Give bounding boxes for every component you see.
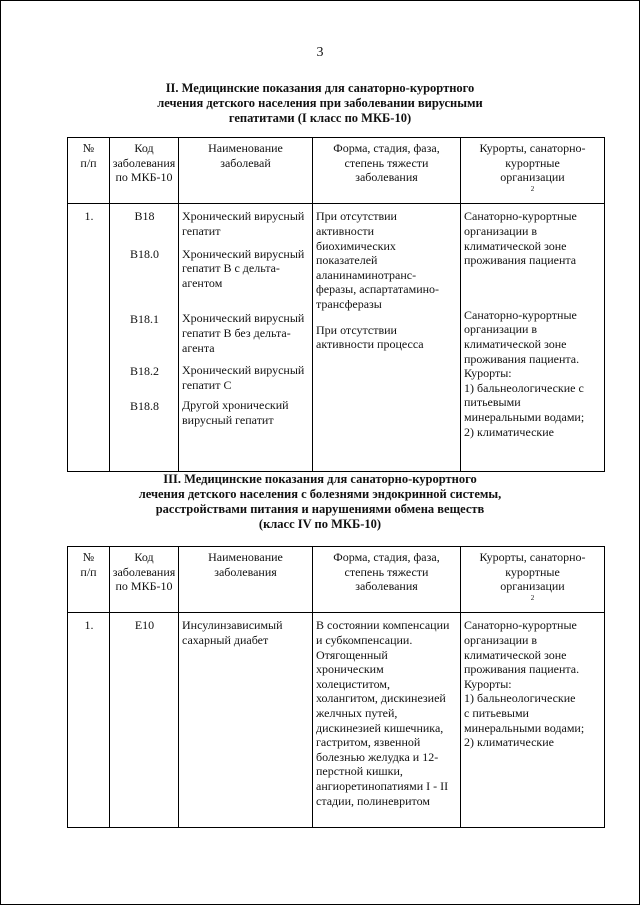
disease-name: Хронический вирусный гепатит В без дельта- агента bbox=[182, 311, 305, 355]
table-header-row bbox=[68, 138, 605, 204]
disease-name: Хронический вирусный гепатит bbox=[182, 209, 305, 238]
form-description: В состоянии компенсации и субкомпенсации. Отягощенный хроническим холециститом, холангитом, дискинезией желчных путей, дискинезией кишечника, гастритом, язвенной болезнью желудка и 12- перстной кишки, ангиоретинопатиями I - II стадии, полиневритом bbox=[313, 613, 461, 828]
disease-name: Другой хронический вирусный гепатит bbox=[182, 398, 289, 427]
disease-names-cell bbox=[179, 204, 313, 472]
row-number: 1. bbox=[68, 613, 110, 828]
heading-line: расстройствами питания и нарушениями обмена веществ bbox=[155, 502, 485, 516]
heading-line: II. Медицинские показания для санаторно-курортного bbox=[165, 81, 475, 95]
header-disease-name: Наименование заболевания bbox=[179, 547, 313, 613]
table-row bbox=[68, 204, 605, 472]
resort-description: Санаторно-курортные организации в климатической зоне проживания пациента bbox=[464, 209, 577, 268]
disease-name: Хронический вирусный гепатит В с дельта- агентом bbox=[182, 246, 305, 290]
header-form-stage: Форма, стадия, фаза, степень тяжести заболевания bbox=[313, 138, 461, 204]
disease-code: E10 bbox=[110, 613, 179, 828]
resort-description: Санаторно-курортные организации в климатической зоне проживания пациента. Курорты: 1) бальнеологические с питьевыми минеральными водами; 2) климатические bbox=[461, 613, 605, 828]
form-stage-cell bbox=[313, 204, 461, 472]
form-description: При отсутствии активности биохимических показателей аланинаминотранс- феразы, аспартатамино- трансферазы bbox=[316, 209, 440, 311]
section-2-heading bbox=[61, 81, 579, 126]
header-number: № п/п bbox=[68, 547, 110, 613]
row-number: 1. bbox=[68, 204, 110, 472]
disease-code: B18.1 bbox=[129, 311, 159, 326]
disease-name: Инсулинзависимый сахарный диабет bbox=[179, 613, 313, 828]
header-disease-name: Наименование заболевай bbox=[179, 138, 313, 204]
table-header-row bbox=[68, 547, 605, 613]
header-code: Код заболевания по МКБ-10 bbox=[110, 138, 179, 204]
disease-name: Хронический вирусный гепатит С bbox=[182, 363, 305, 392]
disease-code: B18.2 bbox=[129, 364, 159, 379]
header-resorts: Курорты, санаторно- курортные организации $^2$ bbox=[461, 138, 605, 204]
header-code: Код заболевания по МКБ-10 bbox=[110, 547, 179, 613]
section-3-heading bbox=[61, 472, 579, 532]
table-row bbox=[68, 613, 605, 828]
resorts-cell bbox=[461, 204, 605, 472]
disease-codes-cell bbox=[110, 204, 179, 472]
disease-code: B18.8 bbox=[129, 398, 159, 413]
header-resorts: Курорты, санаторно- курортные организации $^2$ bbox=[461, 547, 605, 613]
resort-description: Санаторно-курортные организации в климатической зоне проживания пациента. Курорты: 1) бальнеологические с питьевыми минеральными водами; 2) климатические bbox=[464, 307, 585, 439]
heading-line: гепатитами (I класс по МКБ-10) bbox=[228, 111, 412, 125]
heading-line: лечения детского населения при заболевании вирусными bbox=[157, 96, 483, 110]
disease-code: B18.0 bbox=[129, 246, 159, 261]
heading-line: III. Медицинские показания для санаторно-курортного bbox=[163, 472, 477, 486]
header-number: № п/п bbox=[68, 138, 110, 204]
page-number: 3 bbox=[316, 45, 324, 60]
disease-code: B18 bbox=[134, 209, 155, 224]
endocrine-indications-table bbox=[67, 546, 605, 828]
hepatitis-indications-table bbox=[67, 137, 605, 472]
heading-line: (класс IV по МКБ-10) bbox=[258, 517, 382, 531]
form-description: При отсутствии активности процесса bbox=[316, 322, 424, 352]
heading-line: лечения детского населения с болезнями эндокринной системы, bbox=[138, 487, 502, 501]
header-form-stage: Форма, стадия, фаза, степень тяжести заболевания bbox=[313, 547, 461, 613]
